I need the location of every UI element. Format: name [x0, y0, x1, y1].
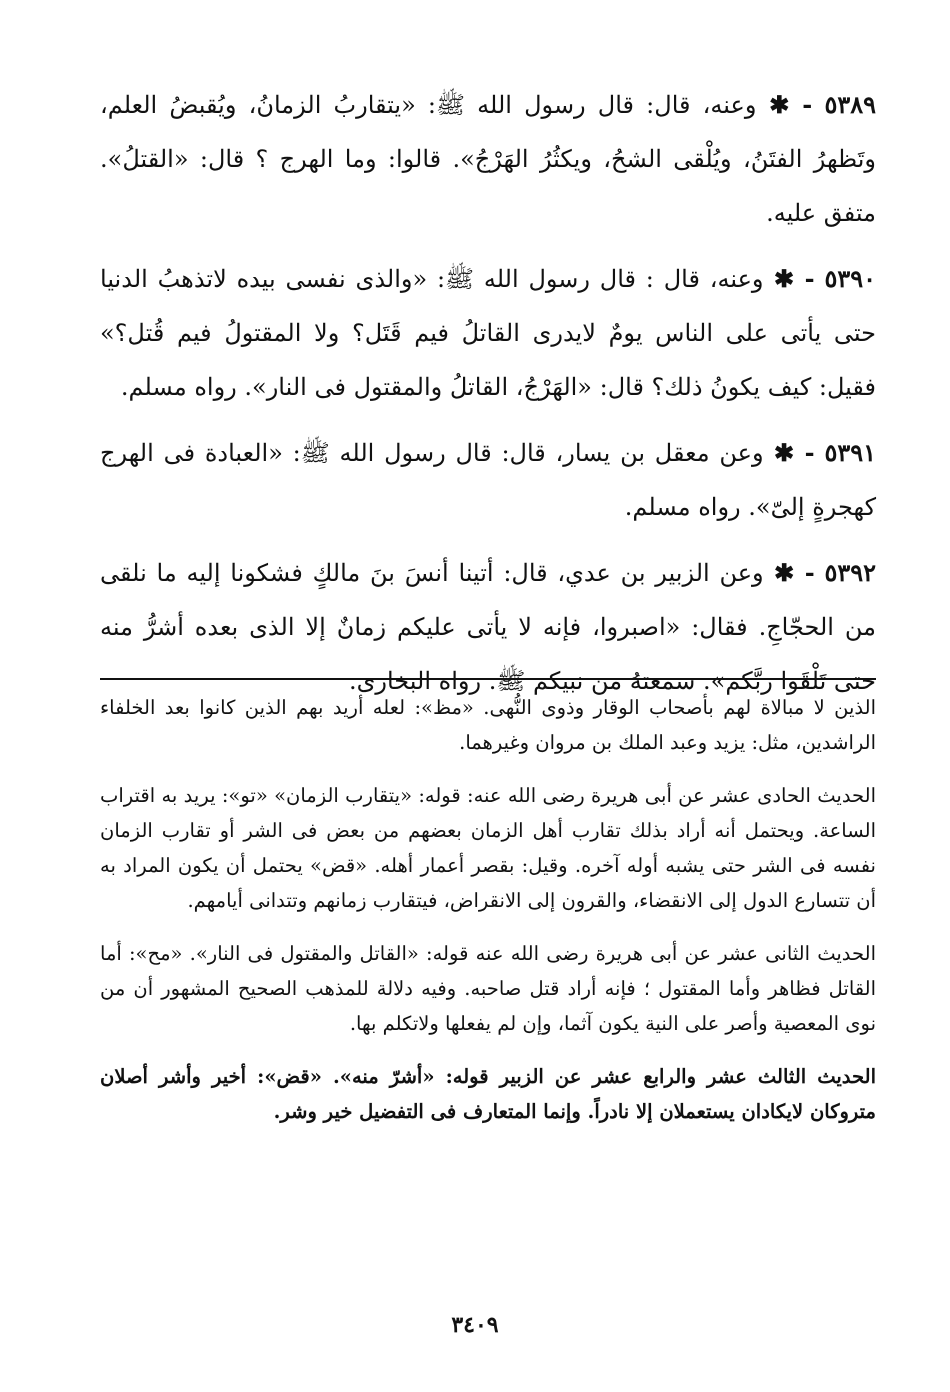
commentary-note: الذين لا مبالاة لهم بأصحاب الوقار وذوى النُّهى. «مظ»: لعله أريد بهم الذين كانوا بعد الخلفاء الراشدين، مثل: يزيد وعبد الملك بن مروان وغيرهما. [100, 696, 876, 754]
commentary-note: الحديث الثانى عشر عن أبى هريرة رضى الله عنه قوله: «القاتل والمقتول فى النار». «مح»: أما القاتل فظاهر وأما المقتول ؛ فإنه أراد قتل صاحبه. وفيه دلالة للمذهب الصحيح المشهور أن من نوى المعصية وأصر على النية يكون آثما، وإن لم يفعلها ولاتكلم بها. [100, 942, 876, 1035]
hadith-number: ٥٣٨٩ [824, 90, 876, 119]
footnote-divider [100, 678, 876, 680]
commentary-note: الحديث الثالث عشر والرابع عشر عن الزبير قوله: «أشرّ منه». «قض»: أخير وأشر أصلان متروكان لايكادان يستعملان إلا نادراً. وإنما المتعارف فى التفضيل خير وشر. [100, 1065, 876, 1123]
star-icon: - ✱ [763, 558, 815, 587]
commentary-section [100, 690, 876, 1147]
star-icon: - ✱ [763, 438, 815, 467]
hadith-text: وعن الزبير بن عدي، قال: أتينا أنسَ بنَ مالكٍ فشكونا إليه ما نلقى من الحجّاجِ. فقال: «اصبروا، فإنه لا يأتى عليكم زمانٌ إلا الذى بعده أشرُّ منه حتى تَلْقَوا ربَّكم». سمعتهُ من نبيكم ﷺ. رواه البخارى. [100, 559, 876, 695]
hadith-5390 [100, 252, 876, 414]
star-icon: - ✱ [763, 264, 815, 293]
star-icon: - ✱ [756, 90, 813, 119]
page-number: ٣٤٠٩ [451, 1312, 499, 1338]
hadith-number: ٥٣٩٢ [824, 558, 877, 587]
hadith-section [100, 78, 876, 720]
commentary-note: الحديث الحادى عشر عن أبى هريرة رضى الله عنه: قوله: «يتقارب الزمان» «تو»: يريد به اقتراب الساعة. ويحتمل أنه أراد بذلك تقارب أهل الزمان بعضهم من بعض فى الشر أو تقارب الزمان نفسه فى الشر حتى يشبه أوله آخره. وقيل: بقصر أعمار أهله. «قض» يحتمل أن يكون المراد به أن تتسارع الدول إلى الانقضاء، والقرون إلى الانقراض، فيتقارب زمانهم وتتدانى أيامهم. [100, 784, 876, 912]
hadith-text: وعنه، قال : قال رسول الله ﷺ: «والذى نفسى بيده لاتذهبُ الدنيا حتى يأتى على الناس يومٌ لايدرى القاتلُ فيم قَتَل؟ ولا المقتولُ فيم قُتل؟» فقيل: كيف يكونُ ذلك؟ قال: «الهَرْجُ، القاتلُ والمقتول فى النار». رواه مسلم. [100, 265, 876, 401]
hadith-text: وعنه، قال: قال رسول الله ﷺ: «يتقاربُ الزمانُ، ويُقبضُ العلم، وتَظهرُ الفتَنُ، ويُلْقى الشحُ، ويكثُرُ الهَرْجُ». قالوا: وما الهرج ؟ قال: «القتلُ». متفق عليه. [100, 91, 876, 227]
hadith-text: وعن معقل بن يسار، قال: قال رسول الله ﷺ: «العبادة فى الهرج كهجرةٍ إلىّ». رواه مسلم. [100, 439, 876, 521]
hadith-number: ٥٣٩١ [824, 438, 876, 467]
hadith-5391 [100, 426, 876, 534]
hadith-5392 [100, 546, 876, 708]
hadith-5389 [100, 78, 876, 240]
hadith-number: ٥٣٩٠ [824, 264, 877, 293]
